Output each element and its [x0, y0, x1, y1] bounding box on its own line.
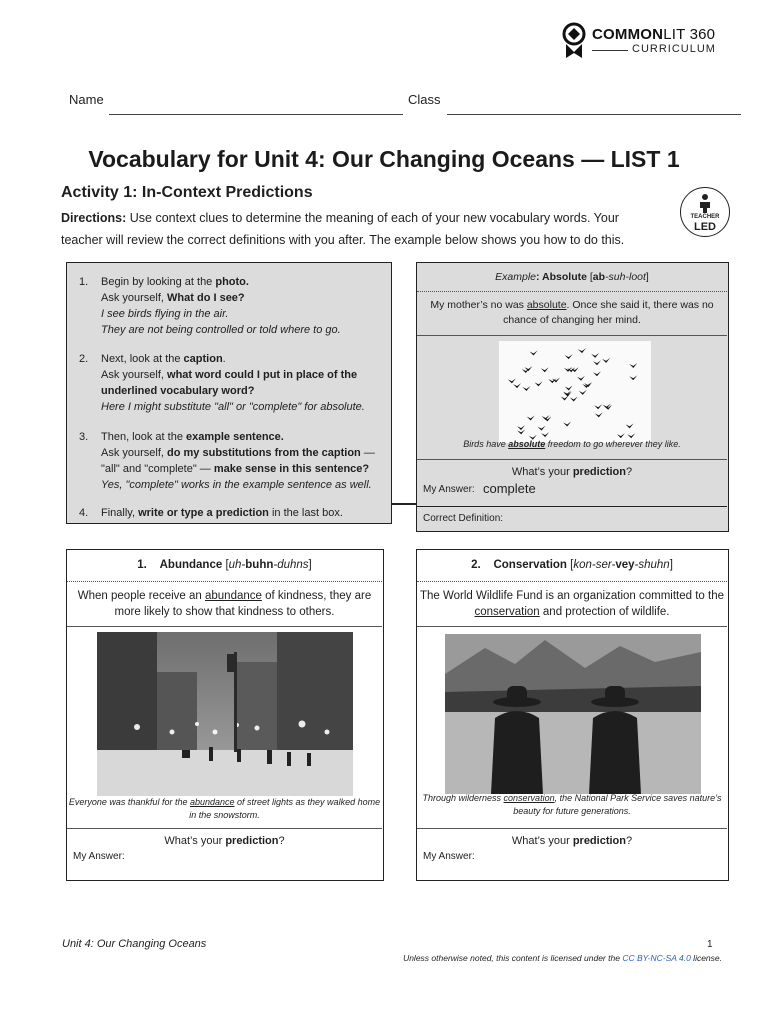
word-sentence: When people receive an abundance of kindness, they are more likely to show that kindness to others. — [67, 582, 382, 627]
example-caption: Birds have absolute freedom to go wherever they like. — [463, 439, 681, 449]
example-sentence: My mother’s no was absolute. Once she said it, there was no chance of changing her mind. — [417, 292, 727, 336]
answer-field[interactable]: complete — [483, 481, 536, 496]
activity-heading: Activity 1: In-Context Predictions — [61, 184, 313, 201]
answer-field[interactable]: My Answer: — [73, 851, 125, 862]
footer-unit: Unit 4: Our Changing Oceans — [62, 938, 207, 950]
snowy-street-photo — [97, 632, 353, 796]
license-notice: Unless otherwise noted, this content is licensed under the CC BY-NC-SA 4.0 license. — [403, 953, 722, 963]
page-number: 1 — [707, 939, 713, 950]
logo-mark-icon — [560, 22, 588, 60]
example-card — [416, 262, 729, 532]
word-sentence: The World Wildlife Fund is an organization committed to the conservation and protection of wildlife. — [417, 582, 727, 627]
word-caption: Through wilderness conservation, the National Park Service saves nature’s beauty for future generations. — [422, 793, 722, 816]
page-title: Vocabulary for Unit 4: Our Changing Oceans — LIST 1 — [88, 146, 680, 172]
name-label: Name — [69, 92, 104, 107]
word-prediction: What’s your prediction? My Answer: — [417, 828, 727, 881]
word-heading: 2. Conservation [kon-ser-vey-shuhn] — [417, 550, 727, 582]
logo-brand: COMMONLIT 360 — [592, 26, 716, 43]
class-field[interactable] — [447, 114, 741, 115]
example-prediction: What’s your prediction? My Answer: complete — [417, 459, 727, 507]
class-label: Class — [408, 92, 441, 107]
teacher-icon — [697, 193, 713, 213]
instructions-box: 1. Begin by looking at the photo. Ask yourself, What do I see? I see birds flying in the air. They are not being controlled or told where to go. 2. Next, look at the caption. Ask yourself, what word could I put in place of the underlined vocabulary word? Here I might substitute "all" or "complete" for absolute. 3. Then, look at the example sentence. Ask yourself, do my substitutions from the caption — "all" and "complete" — make sense in this sentence? Yes, "complete" works in the example sentence as well. 4. Finally, write or type a prediction in the last box. — [66, 262, 392, 524]
directions: Directions: Use context clues to determine the meaning of each of your new vocabulary words. Your teacher will review the correct definitions with you after. The example below shows you how to do this. — [61, 211, 625, 247]
teacher-led-badge: TEACHER LED — [680, 187, 730, 237]
word-card-abundance — [66, 549, 384, 881]
park-rangers-photo — [445, 632, 701, 796]
birds-photo — [499, 341, 651, 443]
connector-line — [392, 503, 416, 505]
word-prediction: What’s your prediction? My Answer: — [67, 828, 382, 881]
logo-rule — [592, 50, 628, 51]
word-card-conservation — [416, 549, 729, 881]
license-link[interactable]: CC BY-NC-SA 4.0 — [622, 953, 691, 963]
word-caption: Everyone was thankful for the abundance of street lights as they walked home in the snowstorm. — [68, 797, 381, 820]
commonlit-logo — [560, 22, 730, 62]
example-heading: Example: Absolute [ab-suh-loot] — [417, 263, 727, 292]
answer-label: My Answer: — [423, 484, 475, 495]
logo-sub: CURRICULUM — [632, 43, 716, 55]
name-field[interactable] — [109, 114, 403, 115]
word-heading: 1. Abundance [uh-buhn-duhns] — [67, 550, 382, 582]
correct-definition-field[interactable]: Correct Definition: — [423, 513, 504, 524]
answer-field[interactable]: My Answer: — [423, 851, 475, 862]
